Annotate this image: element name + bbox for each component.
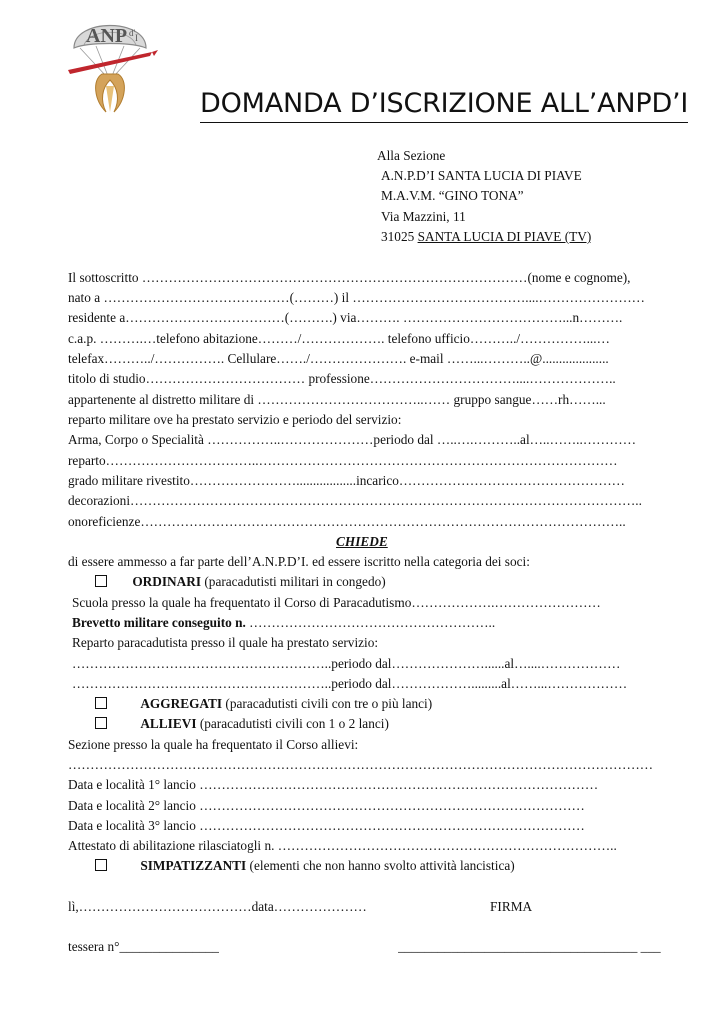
field-study-profession[interactable]: titolo di studio……………………………… professione……………………………....……………….. [68, 371, 616, 386]
field-name[interactable]: Il sottoscritto ……………………………………………………………………………(nome e cognome), [68, 270, 631, 285]
option-simpatizzanti[interactable]: SIMPATIZZANTI (elementi che non hanno svolto attività lancistica) [95, 857, 515, 875]
field-onoreficienze[interactable]: onoreficienze……………………………………………………………………………………………….. [68, 514, 626, 529]
reparto-para-heading: Reparto paracadutista presso il quale ha prestato servizio: [72, 635, 379, 650]
field-corso-sezione[interactable]: …………………………………………………………………………………………………………………… [68, 757, 654, 772]
field-phones[interactable]: c.a.p. ……….…telefono abitazione………/………………. telefono ufficio………../……………...… [68, 331, 610, 346]
field-brevetto[interactable]: Brevetto militare conseguito n. ……………………………………………….. [72, 615, 496, 630]
field-grado-incarico[interactable]: grado militare rivestito……………………..................incarico…………………………………………… [68, 473, 625, 488]
field-residence[interactable]: residente a………………………………(……….) via………. ………………………………...n………. [68, 310, 623, 325]
address-intro: Alla Sezione [377, 148, 446, 163]
address-line2: M.A.V.M. “GINO TONA” [381, 188, 524, 203]
field-tessera[interactable]: tessera n°_______________ [68, 939, 220, 954]
address-line3: Via Mazzini, 11 [381, 209, 466, 224]
page-title: DOMANDA D’ISCRIZIONE ALL’ANPD’I [200, 86, 688, 123]
field-place-date[interactable]: lì,…………………………………data………………… [68, 899, 367, 914]
field-decorazioni[interactable]: decorazioni…………………………………………………………………………………………………….. [68, 493, 642, 508]
svg-text:ANP: ANP [86, 25, 128, 47]
allievi-checkbox[interactable] [95, 717, 107, 729]
svg-text:I: I [135, 33, 138, 43]
option-aggregati[interactable]: AGGREGATI (paracadutisti civili con tre o più lanci) [95, 695, 432, 713]
field-reparto[interactable]: reparto……………………………..……………………………………………………………………… [68, 453, 618, 468]
military-unit-heading: reparto militare ove ha prestato servizio e periodo del servizio: [68, 412, 402, 427]
option-ordinari[interactable]: ORDINARI (paracadutisti militari in congedo) [95, 573, 386, 591]
field-period-1[interactable]: …………………………………………………..periodo dal…………………......al…....……………… [72, 656, 621, 671]
address-city-line [381, 228, 591, 246]
request-text: di essere ammesso a far parte dell’A.N.P.D’I. ed essere iscritto nella categoria dei soci: [68, 554, 530, 569]
aggregati-checkbox[interactable] [95, 697, 107, 709]
field-lancio-1[interactable]: Data e località 1° lancio ……………………………………………………………………………… [68, 777, 599, 792]
chiede-heading: CHIEDE [336, 534, 388, 549]
address-zip: 31025 [381, 229, 415, 244]
field-school[interactable]: Scuola presso la quale ha frequentato il Corso di Paracadutismo……………….…………………… [72, 595, 601, 610]
option-allievi[interactable]: ALLIEVI (paracadutisti civili con 1 o 2 lanci) [95, 715, 389, 733]
field-district-blood[interactable]: appartenente al distretto militare di ………………………………..…… gruppo sangue……rh……... [68, 392, 606, 407]
field-attestato[interactable]: Attestato di abilitazione rilasciatogli n. ………………………………………………………………….. [68, 838, 617, 853]
field-arma-period[interactable]: Arma, Corpo o Specialità ……………..…………………periodo dal …..….………..al…..……..………… [68, 432, 637, 447]
signature-label: FIRMA [490, 899, 533, 914]
anpdi-logo [62, 8, 158, 120]
field-birth[interactable]: nato a ……………………………………(………) il …………………………………....…………………… [68, 290, 645, 305]
corso-heading: Sezione presso la quale ha frequentato il Corso allievi: [68, 737, 359, 752]
simpatizzanti-checkbox[interactable] [95, 859, 107, 871]
ordinari-checkbox[interactable] [95, 575, 107, 587]
address-city: SANTA LUCIA DI PIAVE (TV) [417, 229, 592, 244]
address-line1: A.N.P.D’I SANTA LUCIA DI PIAVE [381, 168, 582, 183]
field-lancio-2[interactable]: Data e località 2° lancio …………………………………………………………………………… [68, 798, 585, 813]
field-period-2[interactable]: …………………………………………………..periodo dal……………….........al……...……………… [72, 676, 628, 691]
field-contacts[interactable]: telefax………../……………. Cellulare……./…………………. e-mail ……...………..@.................... [68, 351, 609, 366]
svg-text:d': d' [129, 28, 136, 38]
signature-line[interactable]: ____________________________________ ___ [398, 939, 661, 954]
field-lancio-3[interactable]: Data e località 3° lancio …………………………………………………………………………… [68, 818, 585, 833]
